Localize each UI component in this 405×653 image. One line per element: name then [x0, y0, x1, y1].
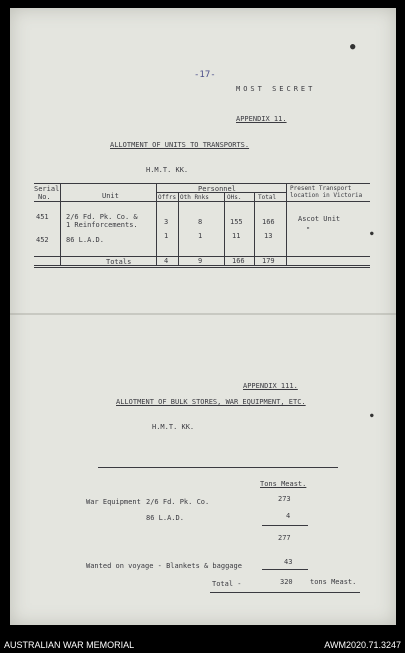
totals-ohs: 166 — [232, 257, 245, 265]
document-page — [10, 8, 396, 625]
col-divider — [156, 183, 157, 265]
offrs-header: Offrs — [158, 194, 177, 201]
row-other: 8 — [198, 218, 203, 226]
totals-label: Totals — [106, 258, 132, 266]
appendix-ii-title: ALLOTMENT OF UNITS TO TRANSPORTS. — [110, 141, 250, 149]
row-offrs: 1 — [164, 232, 169, 240]
ink-dot: ● — [370, 412, 374, 419]
table-top-rule — [34, 183, 370, 184]
item-tons: 4 — [286, 512, 291, 520]
voyage-tons: 43 — [284, 558, 293, 566]
archive-name: AUSTRALIAN WAR MEMORIAL — [4, 640, 135, 650]
appendix-iii-rule — [98, 467, 338, 468]
row-unit-line1: 86 L.A.D. — [66, 236, 104, 244]
archive-footer — [0, 637, 405, 653]
appendix-iii-heading: APPENDIX 111. — [243, 382, 298, 390]
page-number: -17- — [194, 70, 216, 80]
item-unit: 86 L.A.D. — [146, 514, 184, 522]
col-divider — [254, 192, 255, 265]
row-location: Ascot Unit — [298, 215, 341, 223]
location-header: Present Transport location in Victoria — [290, 185, 363, 199]
total-rule — [210, 592, 360, 593]
subtotal-tons: 277 — [278, 534, 291, 542]
total-header: Total — [258, 194, 277, 201]
item-tons: 273 — [278, 495, 291, 503]
col-divider — [60, 183, 61, 265]
totals-total: 179 — [262, 257, 275, 265]
serial-header-line1: Serial — [34, 185, 60, 193]
total-label: Total - — [212, 580, 242, 588]
row-unit-line2: 1 Reinforcements. — [66, 221, 138, 229]
appendix-iii-title: ALLOTMENT OF BULK STORES, WAR EQUIPMENT, ETC. — [116, 398, 306, 406]
row-ohs: 155 — [230, 218, 243, 226]
col-divider — [178, 192, 179, 265]
unit-header: Unit — [102, 192, 119, 200]
appendix-ii-heading: APPENDIX 11. — [236, 115, 287, 123]
totals-offrs: 4 — [164, 257, 169, 265]
row-serial: 451 — [36, 213, 49, 221]
subtotal-rule — [262, 525, 308, 526]
ink-dot: ● — [350, 42, 356, 52]
personnel-header: Personnel — [198, 185, 236, 193]
page-fold — [10, 313, 396, 315]
classification-label: MOST SECRET — [236, 85, 316, 93]
row-other: 1 — [198, 232, 203, 240]
total-unit: tons Meast. — [310, 578, 357, 586]
other-ranks-header: Oth Rnks — [180, 194, 209, 201]
total-tons: 320 — [280, 578, 293, 586]
serial-header-line2: No. — [38, 193, 51, 201]
voyage-rule — [262, 569, 308, 570]
appendix-iii-ship: H.M.T. KK. — [152, 423, 195, 431]
row-total: 13 — [264, 232, 273, 240]
col-divider — [286, 183, 287, 265]
tons-header: Tons Meast. — [260, 480, 307, 488]
ink-dot: ● — [370, 230, 374, 237]
row-unit-line1: 2/6 Fd. Pk. Co. & — [66, 213, 138, 221]
row-total: 166 — [262, 218, 275, 226]
row-location: " — [306, 226, 311, 234]
row-offrs: 3 — [164, 218, 169, 226]
totals-other: 9 — [198, 257, 203, 265]
ohs-header: OHs. — [227, 194, 242, 201]
item-unit: 2/6 Fd. Pk. Co. — [146, 498, 210, 506]
archive-reference: AWM2020.71.3247 — [324, 640, 401, 650]
row-ohs: 11 — [232, 232, 241, 240]
voyage-label: Wanted on voyage - Blankets & baggage — [86, 562, 242, 570]
table-bottom-rule — [34, 265, 370, 266]
war-equipment-label: War Equipment — [86, 498, 141, 506]
row-serial: 452 — [36, 236, 49, 244]
appendix-ii-ship: H.M.T. KK. — [146, 166, 189, 174]
table-bottom-double-rule — [34, 267, 370, 268]
col-divider — [224, 192, 225, 265]
